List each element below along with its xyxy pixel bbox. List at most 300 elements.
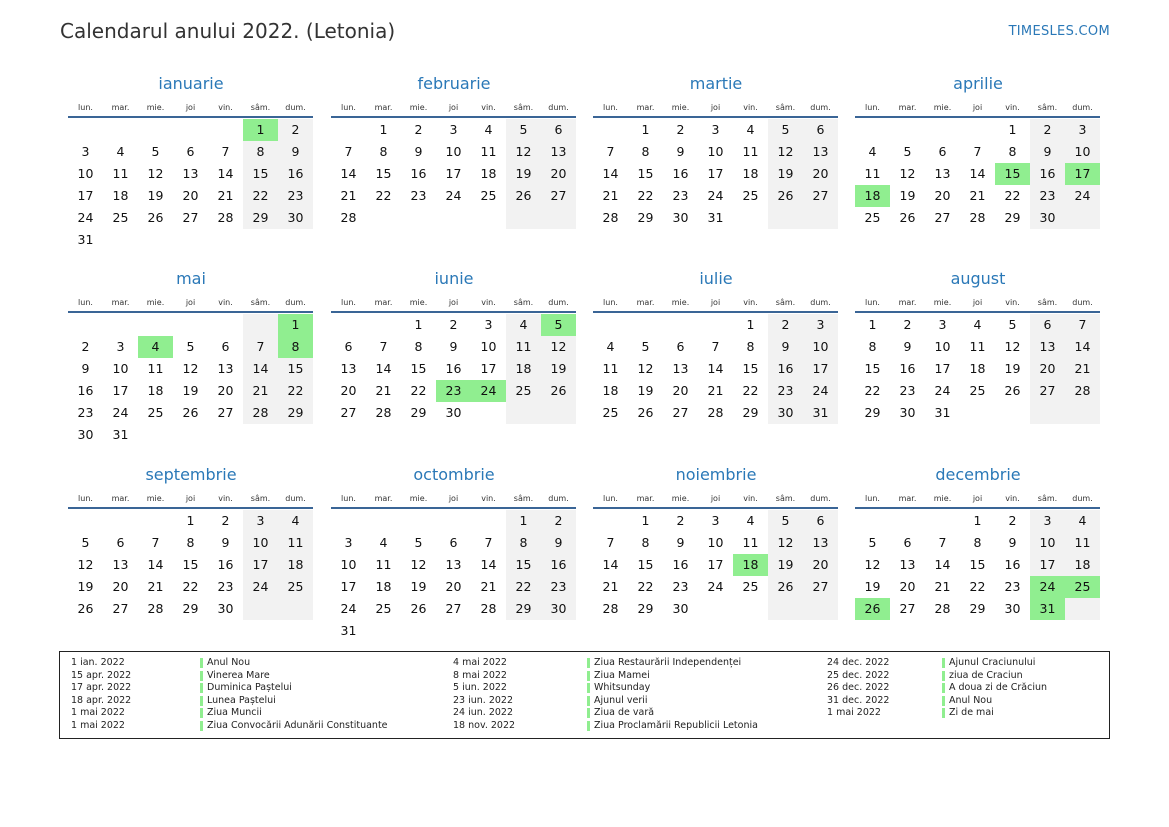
- day-cell: 21: [969, 188, 986, 203]
- weekday-label: lun.: [603, 103, 618, 112]
- day-cell: 21: [252, 383, 269, 398]
- day-cell: 5: [781, 122, 790, 137]
- day-cell: 4: [116, 144, 125, 159]
- day-cell: 10: [77, 166, 94, 181]
- day-cell: 5: [781, 513, 790, 528]
- day-cell: 14: [252, 361, 269, 376]
- day-cell: 2: [291, 122, 300, 137]
- weekday-label: sâm.: [775, 103, 796, 112]
- day-cell: 13: [217, 361, 234, 376]
- holiday-day-cell: 18: [855, 185, 890, 207]
- day-cell: 28: [480, 601, 497, 616]
- days-grid: [68, 510, 314, 642]
- day-cell: 6: [676, 339, 685, 354]
- day-cell: 5: [186, 339, 195, 354]
- weekday-label: joi: [972, 494, 983, 503]
- brand-link[interactable]: TIMESLES.COM: [1008, 24, 1110, 39]
- day-cell: 31: [77, 232, 94, 247]
- day-cell: 1: [641, 122, 650, 137]
- day-cell: 23: [410, 188, 427, 203]
- holiday-name: Ziua Restaurării Independenței: [594, 657, 742, 668]
- month-name: aprilie: [953, 74, 1003, 93]
- day-cell: 12: [410, 557, 427, 572]
- day-cell: 17: [340, 579, 357, 594]
- day-cell: 12: [899, 166, 916, 181]
- month-martie: [593, 72, 839, 251]
- day-cell: 10: [934, 339, 951, 354]
- day-cell: 23: [1004, 579, 1021, 594]
- day-cell: 15: [864, 361, 881, 376]
- holiday-date: 26 dec. 2022: [827, 682, 890, 694]
- holiday-day-cell: 8: [278, 336, 313, 358]
- weekday-label: joi: [448, 103, 459, 112]
- day-cell: 21: [602, 579, 619, 594]
- holiday-marker: [942, 708, 945, 718]
- day-cell: 30: [672, 210, 689, 225]
- weekday-header: [331, 296, 577, 310]
- weekday-header: [855, 492, 1101, 506]
- day-cell: 22: [637, 188, 654, 203]
- day-cell: 9: [781, 339, 790, 354]
- day-cell: 9: [291, 144, 300, 159]
- weekday-label: mar.: [374, 494, 393, 503]
- day-cell: 25: [969, 383, 986, 398]
- holiday-date: 17 apr. 2022: [71, 682, 132, 694]
- day-cell: 14: [375, 361, 392, 376]
- month-name: martie: [689, 74, 743, 93]
- day-cell: 3: [81, 144, 90, 159]
- day-cell: 11: [515, 339, 532, 354]
- weekday-label: joi: [710, 494, 721, 503]
- holiday-date: 4 mai 2022: [453, 657, 507, 668]
- day-cell: 10: [707, 144, 724, 159]
- legend-column: [60, 657, 1100, 720]
- day-cell: 17: [112, 383, 129, 398]
- holiday-name: Ziua Mamei: [594, 669, 650, 681]
- day-cell: 28: [375, 405, 392, 420]
- day-cell: 3: [816, 317, 825, 332]
- day-cell: 12: [777, 144, 794, 159]
- month-name: mai: [176, 269, 206, 288]
- holiday-name: Anul Nou: [949, 694, 993, 706]
- weekday-label: lun.: [865, 103, 880, 112]
- weekday-label: mar.: [111, 494, 130, 503]
- weekday-label: dum.: [285, 298, 306, 307]
- day-cell: 8: [641, 535, 650, 550]
- day-cell: 23: [77, 405, 94, 420]
- day-cell: 17: [812, 361, 829, 376]
- day-cell: 11: [969, 339, 986, 354]
- day-cell: 18: [375, 579, 392, 594]
- day-cell: 7: [344, 144, 353, 159]
- day-cell: 19: [1004, 361, 1021, 376]
- holiday-day-cell: 23: [436, 380, 471, 402]
- day-cell: 9: [1043, 144, 1052, 159]
- day-cell: 21: [340, 188, 357, 203]
- day-cell: 6: [449, 535, 458, 550]
- day-cell: 15: [410, 361, 427, 376]
- weekday-label: mar.: [898, 494, 917, 503]
- weekday-label: dum.: [548, 103, 569, 112]
- day-cell: 1: [746, 317, 755, 332]
- day-cell: 28: [602, 601, 619, 616]
- weekday-label: vin.: [481, 494, 496, 503]
- day-cell: 19: [777, 166, 794, 181]
- day-cell: 20: [812, 557, 829, 572]
- day-cell: 9: [414, 144, 423, 159]
- day-cell: 27: [445, 601, 462, 616]
- day-cell: 16: [445, 361, 462, 376]
- weekday-label: joi: [448, 298, 459, 307]
- day-cell: 19: [550, 361, 567, 376]
- weekday-label: mie.: [146, 494, 165, 503]
- day-cell: 9: [676, 535, 685, 550]
- holiday-name: Ziua Proclamării Republicii Letonia: [594, 719, 758, 731]
- day-cell: 27: [550, 188, 567, 203]
- weekday-label: sâm.: [250, 103, 271, 112]
- holiday-day-cell: 18: [733, 554, 768, 576]
- month-decembrie: [855, 463, 1101, 642]
- day-cell: 12: [864, 557, 881, 572]
- holiday-date: 15 apr. 2022: [71, 669, 132, 681]
- weekday-header: [593, 492, 839, 506]
- holiday-name: Whitsunday: [594, 682, 651, 694]
- weekday-label: dum.: [285, 494, 306, 503]
- day-cell: 26: [182, 405, 199, 420]
- days-grid: [593, 510, 839, 642]
- weekday-label: sâm.: [1037, 494, 1058, 503]
- weekday-label: vin.: [1005, 103, 1020, 112]
- holiday-date: 1 mai 2022: [71, 719, 125, 731]
- day-cell: 1: [868, 317, 877, 332]
- day-cell: 18: [602, 383, 619, 398]
- day-cell: 5: [151, 144, 160, 159]
- day-cell: 3: [711, 513, 720, 528]
- month-iunie: [331, 267, 577, 446]
- weekday-label: vin.: [1005, 298, 1020, 307]
- weekday-label: mie.: [409, 103, 428, 112]
- day-cell: 15: [742, 361, 759, 376]
- day-cell: 13: [182, 166, 199, 181]
- day-cell: 19: [637, 383, 654, 398]
- day-cell: 22: [375, 188, 392, 203]
- day-cell: 15: [287, 361, 304, 376]
- day-cell: 13: [672, 361, 689, 376]
- weekday-label: mar.: [636, 103, 655, 112]
- weekday-label: joi: [448, 494, 459, 503]
- day-cell: 10: [812, 339, 829, 354]
- days-grid: [855, 510, 1101, 642]
- day-cell: 16: [1004, 557, 1021, 572]
- day-cell: 10: [1039, 535, 1056, 550]
- day-cell: 12: [1004, 339, 1021, 354]
- day-cell: 30: [777, 405, 794, 420]
- month-divider: [855, 311, 1100, 313]
- day-cell: 19: [182, 383, 199, 398]
- day-cell: 27: [182, 210, 199, 225]
- holiday-name: Ziua Muncii: [207, 707, 262, 719]
- day-cell: 27: [672, 405, 689, 420]
- day-cell: 21: [934, 579, 951, 594]
- day-cell: 4: [484, 122, 493, 137]
- day-cell: 14: [340, 166, 357, 181]
- day-cell: 4: [973, 317, 982, 332]
- weekday-label: mar.: [898, 103, 917, 112]
- days-grid: [68, 314, 314, 446]
- holiday-day-cell: 1: [243, 119, 278, 141]
- day-cell: 28: [1074, 383, 1091, 398]
- day-cell: 24: [340, 601, 357, 616]
- holiday-day-cell: 1: [278, 314, 313, 336]
- day-cell: 24: [707, 188, 724, 203]
- day-cell: 15: [515, 557, 532, 572]
- day-cell: 22: [742, 383, 759, 398]
- day-cell: 19: [777, 557, 794, 572]
- weekday-label: mie.: [933, 103, 952, 112]
- day-cell: 1: [641, 513, 650, 528]
- weekday-label: mar.: [636, 494, 655, 503]
- day-cell: 26: [410, 601, 427, 616]
- weekday-label: vin.: [218, 494, 233, 503]
- day-cell: 30: [217, 601, 234, 616]
- holiday-marker: [942, 683, 945, 693]
- day-cell: 22: [969, 579, 986, 594]
- day-cell: 6: [344, 339, 353, 354]
- day-cell: 27: [340, 405, 357, 420]
- weekday-header: [855, 296, 1101, 310]
- day-cell: 19: [410, 579, 427, 594]
- month-name: decembrie: [935, 465, 1021, 484]
- month-aprilie: [855, 72, 1101, 251]
- days-grid: [331, 314, 577, 446]
- day-cell: 27: [899, 601, 916, 616]
- day-cell: 19: [147, 188, 164, 203]
- weekday-label: vin.: [218, 298, 233, 307]
- day-cell: 24: [112, 405, 129, 420]
- day-cell: 5: [519, 122, 528, 137]
- weekday-label: vin.: [743, 494, 758, 503]
- day-cell: 29: [864, 405, 881, 420]
- day-cell: 16: [217, 557, 234, 572]
- day-cell: 4: [379, 535, 388, 550]
- weekday-label: mar.: [111, 298, 130, 307]
- day-cell: 29: [182, 601, 199, 616]
- day-cell: 30: [1039, 210, 1056, 225]
- holiday-name: Ajunul Craciunului: [949, 657, 1036, 668]
- weekday-label: dum.: [1072, 103, 1093, 112]
- day-cell: 11: [1074, 535, 1091, 550]
- holiday-day-cell: 5: [541, 314, 576, 336]
- month-divider: [68, 116, 313, 118]
- month-divider: [331, 311, 576, 313]
- day-cell: 28: [340, 210, 357, 225]
- day-cell: 28: [217, 210, 234, 225]
- weekday-label: joi: [972, 103, 983, 112]
- day-cell: 4: [606, 339, 615, 354]
- day-cell: 15: [969, 557, 986, 572]
- day-cell: 16: [550, 557, 567, 572]
- day-cell: 30: [445, 405, 462, 420]
- day-cell: 8: [186, 535, 195, 550]
- holiday-day-cell: 25: [1065, 576, 1100, 598]
- holiday-date: 1 mai 2022: [827, 707, 881, 719]
- day-cell: 23: [777, 383, 794, 398]
- day-cell: 20: [217, 383, 234, 398]
- weekday-label: lun.: [341, 298, 356, 307]
- legend-entry: [60, 670, 1100, 683]
- day-cell: 17: [934, 361, 951, 376]
- day-cell: 2: [554, 513, 563, 528]
- day-cell: 24: [812, 383, 829, 398]
- holiday-name: Anul Nou: [207, 657, 251, 668]
- holiday-marker: [942, 696, 945, 706]
- weekday-header: [855, 101, 1101, 115]
- day-cell: 6: [221, 339, 230, 354]
- day-cell: 18: [969, 361, 986, 376]
- day-cell: 23: [899, 383, 916, 398]
- day-cell: 19: [899, 188, 916, 203]
- holiday-day-cell: 17: [1065, 163, 1100, 185]
- day-cell: 7: [151, 535, 160, 550]
- day-cell: 9: [676, 144, 685, 159]
- day-cell: 17: [445, 166, 462, 181]
- weekday-label: lun.: [78, 494, 93, 503]
- legend-entry: [60, 657, 1100, 670]
- day-cell: 22: [637, 579, 654, 594]
- days-grid: [68, 119, 314, 251]
- day-cell: 15: [637, 557, 654, 572]
- month-divider: [68, 507, 313, 509]
- weekday-label: sâm.: [775, 494, 796, 503]
- day-cell: 6: [938, 144, 947, 159]
- day-cell: 19: [864, 579, 881, 594]
- day-cell: 10: [112, 361, 129, 376]
- day-cell: 2: [676, 122, 685, 137]
- day-cell: 17: [1039, 557, 1056, 572]
- holiday-marker: [942, 671, 945, 681]
- holiday-name: Vinerea Mare: [207, 669, 270, 681]
- weekday-label: mie.: [146, 103, 165, 112]
- day-cell: 2: [81, 339, 90, 354]
- day-cell: 7: [256, 339, 265, 354]
- weekday-label: mar.: [636, 298, 655, 307]
- day-cell: 23: [672, 188, 689, 203]
- holiday-name: Ajunul verii: [594, 694, 648, 706]
- day-cell: 4: [746, 122, 755, 137]
- holiday-day-cell: 24: [471, 380, 506, 402]
- day-cell: 16: [410, 166, 427, 181]
- weekday-label: sâm.: [513, 298, 534, 307]
- day-cell: 15: [637, 166, 654, 181]
- days-grid: [855, 314, 1101, 446]
- day-cell: 26: [147, 210, 164, 225]
- day-cell: 13: [1039, 339, 1056, 354]
- day-cell: 17: [707, 557, 724, 572]
- weekday-label: mar.: [374, 298, 393, 307]
- weekday-header: [331, 492, 577, 506]
- holiday-date: 1 ian. 2022: [71, 657, 125, 668]
- day-cell: 5: [903, 144, 912, 159]
- weekday-header: [331, 101, 577, 115]
- day-cell: 31: [934, 405, 951, 420]
- day-cell: 25: [515, 383, 532, 398]
- weekday-label: mie.: [671, 494, 690, 503]
- day-cell: 29: [287, 405, 304, 420]
- day-cell: 24: [707, 579, 724, 594]
- holiday-date: 23 iun. 2022: [453, 694, 514, 706]
- day-cell: 9: [221, 535, 230, 550]
- day-cell: 18: [515, 361, 532, 376]
- day-cell: 8: [868, 339, 877, 354]
- day-cell: 25: [287, 579, 304, 594]
- weekday-label: mie.: [409, 494, 428, 503]
- day-cell: 22: [410, 383, 427, 398]
- day-cell: 10: [340, 557, 357, 572]
- day-cell: 3: [711, 122, 720, 137]
- weekday-header: [593, 296, 839, 310]
- day-cell: 20: [1039, 361, 1056, 376]
- holiday-marker: [942, 658, 945, 668]
- legend-entry: [60, 695, 1100, 708]
- page-title: Calendarul anului 2022. (Letonia): [60, 19, 396, 43]
- day-cell: 2: [221, 513, 230, 528]
- month-name: august: [950, 269, 1006, 288]
- day-cell: 12: [182, 361, 199, 376]
- weekday-label: dum.: [1072, 494, 1093, 503]
- days-grid: [593, 314, 839, 446]
- day-cell: 23: [217, 579, 234, 594]
- day-cell: 15: [252, 166, 269, 181]
- day-cell: 13: [812, 535, 829, 550]
- day-cell: 24: [1074, 188, 1091, 203]
- day-cell: 18: [742, 166, 759, 181]
- day-cell: 10: [445, 144, 462, 159]
- month-name: februarie: [417, 74, 491, 93]
- day-cell: 4: [746, 513, 755, 528]
- days-grid: [331, 510, 577, 642]
- day-cell: 7: [221, 144, 230, 159]
- day-cell: 11: [742, 144, 759, 159]
- day-cell: 26: [777, 188, 794, 203]
- day-cell: 16: [672, 557, 689, 572]
- day-cell: 28: [707, 405, 724, 420]
- month-februarie: [331, 72, 577, 251]
- day-cell: 10: [1074, 144, 1091, 159]
- day-cell: 20: [899, 579, 916, 594]
- day-cell: 24: [77, 210, 94, 225]
- day-cell: 26: [515, 188, 532, 203]
- weekday-label: joi: [710, 298, 721, 307]
- holiday-date: 18 apr. 2022: [71, 694, 132, 706]
- day-cell: 16: [672, 166, 689, 181]
- day-cell: 14: [707, 361, 724, 376]
- day-cell: 14: [480, 557, 497, 572]
- days-grid: [331, 119, 577, 251]
- day-cell: 29: [969, 601, 986, 616]
- holiday-date: 5 iun. 2022: [453, 682, 507, 694]
- day-cell: 8: [973, 535, 982, 550]
- month-mai: [68, 267, 314, 446]
- day-cell: 3: [116, 339, 125, 354]
- day-cell: 27: [1039, 383, 1056, 398]
- weekday-label: vin.: [218, 103, 233, 112]
- day-cell: 16: [899, 361, 916, 376]
- weekday-label: lun.: [341, 103, 356, 112]
- holiday-name: Zi de mai: [949, 707, 994, 719]
- day-cell: 2: [449, 317, 458, 332]
- day-cell: 22: [864, 383, 881, 398]
- day-cell: 6: [816, 122, 825, 137]
